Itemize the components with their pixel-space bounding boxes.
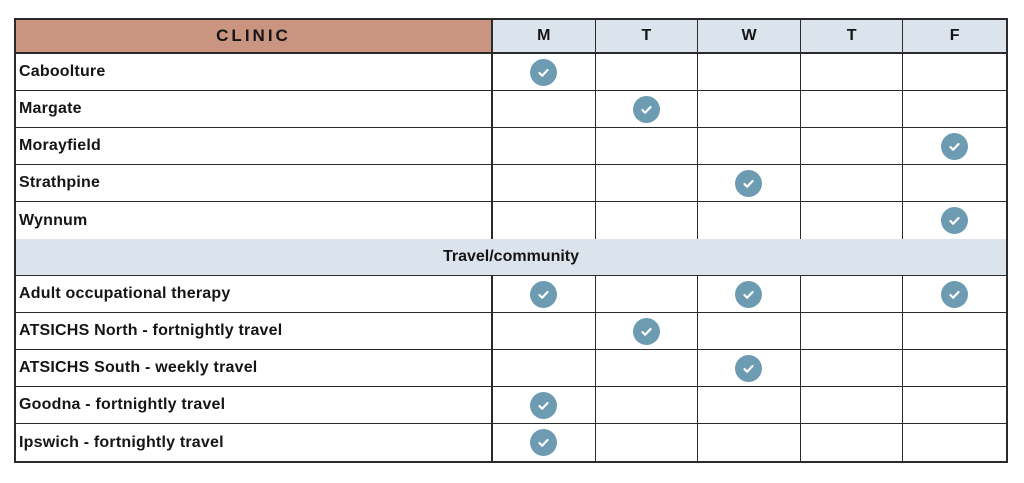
travel-rows-group: [16, 276, 1006, 461]
schedule-cell: [903, 276, 1006, 312]
schedule-cell: [698, 165, 801, 201]
clinic-rows-group: [16, 54, 1006, 239]
schedule-cell: [596, 350, 699, 386]
schedule-cell: [596, 165, 699, 201]
schedule-cell: [493, 202, 596, 239]
table-row: [16, 424, 1006, 461]
schedule-cell: [493, 350, 596, 386]
schedule-cell: [801, 313, 904, 349]
clinic-schedule-table: [14, 18, 1008, 463]
clinic-name: Goodna - fortnightly travel: [16, 387, 493, 423]
schedule-cell: [493, 128, 596, 164]
checkmark-icon: [735, 355, 762, 382]
schedule-cell: [903, 387, 1006, 423]
table-header-row: [16, 20, 1006, 54]
schedule-cell: [596, 313, 699, 349]
schedule-cell: [596, 54, 699, 90]
clinic-name: ATSICHS North - fortnightly travel: [16, 313, 493, 349]
schedule-cell: [801, 350, 904, 386]
checkmark-icon: [941, 207, 968, 234]
table-row: [16, 91, 1006, 128]
section-header-row: [16, 239, 1006, 276]
clinic-name: Caboolture: [16, 54, 493, 90]
table-row: [16, 313, 1006, 350]
schedule-cell: [903, 128, 1006, 164]
schedule-cell: [698, 424, 801, 461]
table-row: [16, 165, 1006, 202]
schedule-cell: [493, 276, 596, 312]
schedule-cell: [596, 387, 699, 423]
schedule-cell: [493, 424, 596, 461]
clinic-column-header: CLINIC: [16, 20, 493, 52]
schedule-cell: [596, 276, 699, 312]
schedule-cell: [903, 165, 1006, 201]
schedule-cell: [801, 387, 904, 423]
schedule-cell: [596, 202, 699, 239]
checkmark-icon: [633, 318, 660, 345]
table-row: [16, 128, 1006, 165]
checkmark-icon: [735, 281, 762, 308]
clinic-name: Margate: [16, 91, 493, 127]
schedule-cell: [493, 387, 596, 423]
schedule-cell: [903, 54, 1006, 90]
schedule-cell: [801, 276, 904, 312]
checkmark-icon: [941, 133, 968, 160]
schedule-cell: [698, 313, 801, 349]
section-header-travel-community: Travel/community: [16, 239, 1006, 275]
day-column-header: T: [596, 20, 699, 52]
schedule-cell: [493, 165, 596, 201]
schedule-cell: [903, 313, 1006, 349]
checkmark-icon: [530, 429, 557, 456]
schedule-cell: [493, 313, 596, 349]
table-row: [16, 387, 1006, 424]
checkmark-icon: [530, 281, 557, 308]
day-column-header: M: [493, 20, 596, 52]
table-row: [16, 350, 1006, 387]
schedule-cell: [801, 202, 904, 239]
clinic-name: Strathpine: [16, 165, 493, 201]
checkmark-icon: [530, 392, 557, 419]
checkmark-icon: [633, 96, 660, 123]
schedule-cell: [698, 387, 801, 423]
schedule-cell: [596, 128, 699, 164]
schedule-cell: [698, 54, 801, 90]
schedule-cell: [698, 128, 801, 164]
schedule-cell: [698, 91, 801, 127]
schedule-cell: [903, 91, 1006, 127]
day-column-header: W: [698, 20, 801, 52]
schedule-cell: [596, 91, 699, 127]
schedule-cell: [903, 350, 1006, 386]
schedule-cell: [493, 91, 596, 127]
schedule-cell: [801, 424, 904, 461]
checkmark-icon: [530, 59, 557, 86]
day-column-header: T: [801, 20, 904, 52]
clinic-name: Ipswich - fortnightly travel: [16, 424, 493, 461]
table-row: [16, 54, 1006, 91]
clinic-name: Adult occupational therapy: [16, 276, 493, 312]
schedule-cell: [903, 424, 1006, 461]
schedule-cell: [493, 54, 596, 90]
schedule-cell: [801, 165, 904, 201]
day-column-header: F: [903, 20, 1006, 52]
clinic-name: Morayfield: [16, 128, 493, 164]
table-row: [16, 202, 1006, 239]
schedule-cell: [596, 424, 699, 461]
clinic-name: ATSICHS South - weekly travel: [16, 350, 493, 386]
schedule-cell: [698, 202, 801, 239]
schedule-cell: [698, 276, 801, 312]
checkmark-icon: [735, 170, 762, 197]
table-row: [16, 276, 1006, 313]
schedule-cell: [698, 350, 801, 386]
checkmark-icon: [941, 281, 968, 308]
schedule-cell: [903, 202, 1006, 239]
schedule-cell: [801, 91, 904, 127]
clinic-name: Wynnum: [16, 202, 493, 239]
schedule-cell: [801, 128, 904, 164]
schedule-cell: [801, 54, 904, 90]
